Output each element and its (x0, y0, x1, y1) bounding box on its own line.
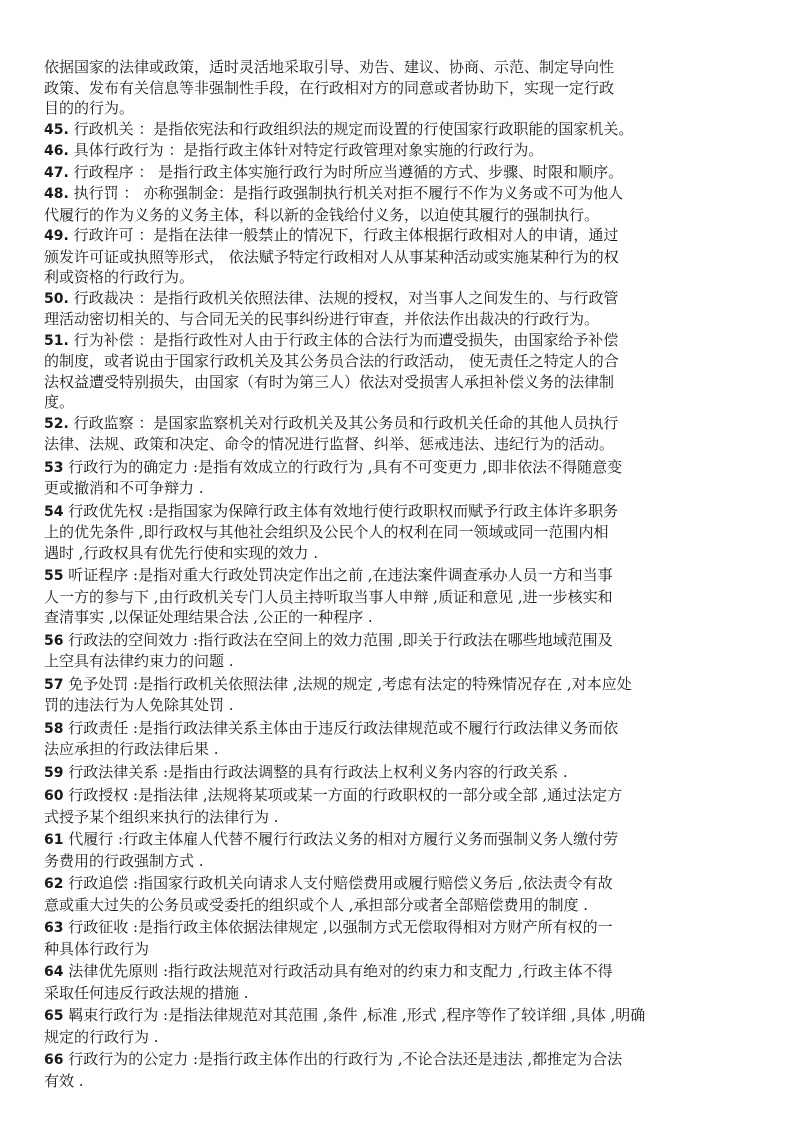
glossary-entry (44, 785, 750, 827)
entry-text: 度。 (44, 393, 75, 411)
entry-line (44, 565, 750, 587)
glossary-entry (44, 119, 750, 141)
glossary-entry (44, 140, 750, 162)
entry-line (44, 225, 750, 247)
glossary-entry (44, 1049, 750, 1091)
entry-number: 48. (44, 186, 69, 202)
entry-line (44, 961, 750, 983)
glossary-entry (44, 501, 750, 564)
glossary-entry (44, 762, 750, 784)
entry-text: 式授予某个组织来执行的法律行为 . (44, 807, 279, 826)
entry-text: 规定的行政行为 . (44, 1027, 159, 1046)
entry-line (44, 587, 750, 608)
entry-number: 47. (44, 164, 69, 181)
glossary-entry (44, 162, 750, 184)
entry-line (44, 873, 750, 895)
entry-text: 务费用的行政强制方式 . (44, 851, 204, 870)
entry-text: 政策、发布有关信息等非强制性手段，在行政相对方的同意或者协助下，实现一定行政 (44, 78, 615, 97)
glossary-entry (44, 630, 750, 672)
entry-number: 59 (44, 764, 64, 781)
entry-line (44, 501, 750, 523)
entry-text: 执行罚 ： 亦称强制金：是指行政强制执行机关对拒不履行不作为义务或不可为他人 (73, 184, 624, 202)
entry-text: 羁束行政行为 :是指法律规范对其范围 ,条件 ,标准 ,形式 ,程序等作了较详细 ,具体 ,明确 (68, 1006, 646, 1024)
entry-text: 颁发许可证或执照等形式， 依法赋予特定行政相对人从事某种活动或实施某种行为的权 (44, 247, 619, 266)
entry-text: 法应承担的行政法律后果 . (44, 740, 219, 758)
glossary-entry (44, 1005, 750, 1047)
entry-line (44, 183, 750, 205)
entry-text: 具体行政行为 ：是指行政主体针对特定行政管理对象实施的行政行为。 (73, 141, 544, 159)
entry-line (44, 829, 750, 851)
entry-text: 上空具有法律约束力的问题 . (44, 652, 234, 670)
entry-number: 53 (44, 459, 64, 476)
entry-text: 行政追偿 :指国家行政机关向请求人支付赔偿费用或履行赔偿义务后 ,依法责令有故 (68, 874, 613, 892)
entry-text: 查清事实 ,以保证处理结果合法 ,公正的一种程序 . (44, 608, 373, 626)
entry-text: 采取任何违反行政法规的措施 . (44, 983, 249, 1002)
entry-text: 目的的行为。 (44, 99, 135, 117)
entry-line (44, 1005, 750, 1027)
entry-number: 45. (44, 121, 69, 138)
entry-line (44, 267, 750, 288)
entry-text: 意或重大过失的公务员或受委托的组织或个人 ,承担部分或者全部赔偿费用的制度 . (44, 895, 589, 914)
glossary-entry (44, 917, 750, 959)
entry-line (44, 413, 750, 435)
entry-text: 行政许可 ：是指在法律一般禁止的情况下，行政主体根据行政相对人的申请，通过 (73, 226, 619, 244)
entry-line (44, 939, 750, 960)
entry-text: 行政责任 :是指行政法律关系主体由于违反行政法律规范或不履行行政法律义务而依 (68, 718, 619, 737)
entry-line (44, 119, 750, 141)
glossary-entry (44, 457, 750, 499)
entry-number: 60 (44, 788, 64, 804)
entry-text: 的制度，或者说由于国家行政机关及其公务员合法的行政活动， 使无责任之特定人的合 (44, 352, 619, 370)
glossary-entry (44, 225, 750, 288)
entry-text: 上的优先条件 ,即行政权与其他社会组织及公民个人的权利在同一领域或同一范围内相 (44, 523, 609, 541)
glossary-entry (44, 57, 750, 119)
glossary-entry (44, 718, 750, 760)
entry-number: 46. (44, 143, 69, 159)
entry-text: 人一方的参与下 ,由行政机关专门人员主持听取当事人申辩 ,质证和意见 ,进一步核实和 (44, 587, 613, 606)
entry-line (44, 478, 750, 499)
entry-line (44, 351, 750, 372)
entry-text: 行政程序 ： 是指行政主体实施行政行为时所应当遵循的方式、步骤、时限和顺序。 (73, 162, 624, 181)
entry-number: 51. (44, 332, 69, 349)
entry-line (44, 457, 750, 479)
entry-line (44, 851, 750, 872)
entry-text: 代履行 :行政主体雇人代替不履行行政法义务的相对方履行义务而强制义务人缴付劳 (68, 830, 619, 848)
entry-line (44, 917, 750, 939)
entry-line (44, 785, 750, 807)
glossary-entry (44, 961, 750, 1003)
glossary-entry (44, 873, 750, 915)
entry-number: 54 (44, 503, 64, 520)
entry-number: 50. (44, 290, 69, 307)
entry-text: 行政行为的公定力 :是指行政主体作出的行政行为 ,不论合法还是违法 ,都推定为合法 (68, 1050, 623, 1068)
entry-line (44, 98, 750, 119)
entry-line (44, 330, 750, 352)
entry-line (44, 140, 750, 162)
entry-text: 代履行的作为义务的义务主体，科以新的金钱给付义务，以迫使其履行的强制执行。 (44, 205, 600, 224)
entry-line (44, 695, 750, 716)
document-page (44, 57, 750, 1091)
entry-line (44, 78, 750, 99)
entry-text: 免予处罚 :是指行政机关依照法律 ,法规的规定 ,考虑有法定的特殊情况存在 ,对本应处 (68, 674, 632, 693)
glossary-entry (44, 413, 750, 455)
entry-number: 61 (44, 832, 64, 848)
entry-number: 66 (44, 1052, 64, 1068)
entry-number: 64 (44, 964, 64, 980)
entry-text: 行为补偿 ：是指行政性对人由于行政主体的合法行为而遭受损失，由国家给予补偿 (73, 330, 619, 349)
entry-line (44, 543, 750, 564)
entry-text: 法律、法规、政策和决定、命令的情况进行监督、纠举、惩戒违法、违纪行为的活动。 (44, 435, 615, 453)
entry-text: 行政征收 :是指行政主体依据法律规定 ,以强制方式无偿取得相对方财产所有权的一 (68, 918, 613, 936)
entry-line (44, 983, 750, 1004)
entry-line (44, 57, 750, 78)
entry-number: 55 (44, 568, 64, 584)
entry-text: 理活动密切相关的、与合同无关的民事纠纷进行审查，并依法作出裁决的行政行为。 (44, 310, 600, 328)
entry-line (44, 288, 750, 310)
entry-text: 行政法的空间效力 :指行政法在空间上的效力范围 ,即关于行政法在哪些地域范围及 (68, 630, 613, 649)
entry-line (44, 1027, 750, 1048)
entry-text: 遇时 ,行政权具有优先行使和实现的效力 . (44, 543, 319, 562)
entry-line (44, 674, 750, 696)
glossary-entry (44, 288, 750, 330)
entry-text: 法权益遭受特别损失，由国家（有时为第三人）依法对受损害人承担补偿义务的法律制 (44, 372, 615, 391)
entry-text: 行政监察 ：是国家监察机关对行政机关及其公务员和行政机关任命的其他人员执行 (73, 413, 619, 432)
entry-text: 依据国家的法律或政策，适时灵活地采取引导、劝告、建议、协商、示范、制定导向性 (44, 58, 615, 76)
entry-line (44, 392, 750, 413)
entry-line (44, 607, 750, 628)
entry-line (44, 630, 750, 652)
entry-text: 行政行为的确定力 :是指有效成立的行政行为 ,具有不可变更力 ,即非依法不得随意变 (68, 457, 623, 476)
entry-number: 65 (44, 1008, 64, 1024)
glossary-entry (44, 829, 750, 871)
entry-number: 58 (44, 720, 64, 737)
entry-text: 行政授权 :是指法律 ,法规将某项或某一方面的行政职权的一部分或全部 ,通过法定方 (68, 786, 623, 804)
glossary-entry (44, 183, 750, 225)
entry-line (44, 807, 750, 828)
entry-text: 种具体行政行为 (44, 939, 150, 958)
entry-line (44, 739, 750, 760)
entry-text: 罚的违法行为人免除其处罚 . (44, 696, 234, 714)
entry-text: 法律优先原则 :指行政法规范对行政活动具有绝对的约束力和支配力 ,行政主体不得 (68, 962, 613, 980)
entry-line (44, 651, 750, 672)
entry-line (44, 434, 750, 455)
entry-line (44, 762, 750, 784)
entry-text: 有效 . (44, 1071, 84, 1090)
entry-line (44, 895, 750, 916)
entry-number: 63 (44, 920, 64, 936)
glossary-entry (44, 674, 750, 716)
entry-number: 49. (44, 228, 69, 244)
entry-text: 听证程序 :是指对重大行政处罚决定作出之前 ,在违法案件调查承办人员一方和当事 (68, 566, 613, 584)
entry-line (44, 1071, 750, 1092)
glossary-entry (44, 565, 750, 628)
entry-number: 56 (44, 632, 64, 649)
entry-text: 行政优先权 :是指国家为保障行政主体有效地行使行政职权而赋予行政主体许多职务 (68, 501, 619, 520)
entry-line (44, 309, 750, 330)
entry-text: 行政裁决 ：是指行政机关依照法律、法规的授权，对当事人之间发生的、与行政管 (73, 288, 619, 307)
entry-text: 行政机关 ：是指依宪法和行政组织法的规定而设置的行使国家行政职能的国家机关。 (73, 119, 634, 138)
entry-line (44, 162, 750, 184)
entry-number: 52. (44, 415, 69, 432)
entry-number: 62 (44, 876, 64, 892)
entry-line (44, 247, 750, 268)
entry-line (44, 718, 750, 740)
entry-text: 更或撤消和不可争辩力 . (44, 479, 204, 497)
entry-line (44, 522, 750, 543)
entry-line (44, 372, 750, 393)
entry-line (44, 205, 750, 226)
glossary-entry (44, 330, 750, 413)
entry-number: 57 (44, 676, 64, 693)
entry-text: 行政法律关系 :是指由行政法调整的具有行政法上权利义务内容的行政关系 . (68, 762, 568, 781)
entry-line (44, 1049, 750, 1071)
entry-text: 利或资格的行政行为。 (44, 268, 195, 286)
